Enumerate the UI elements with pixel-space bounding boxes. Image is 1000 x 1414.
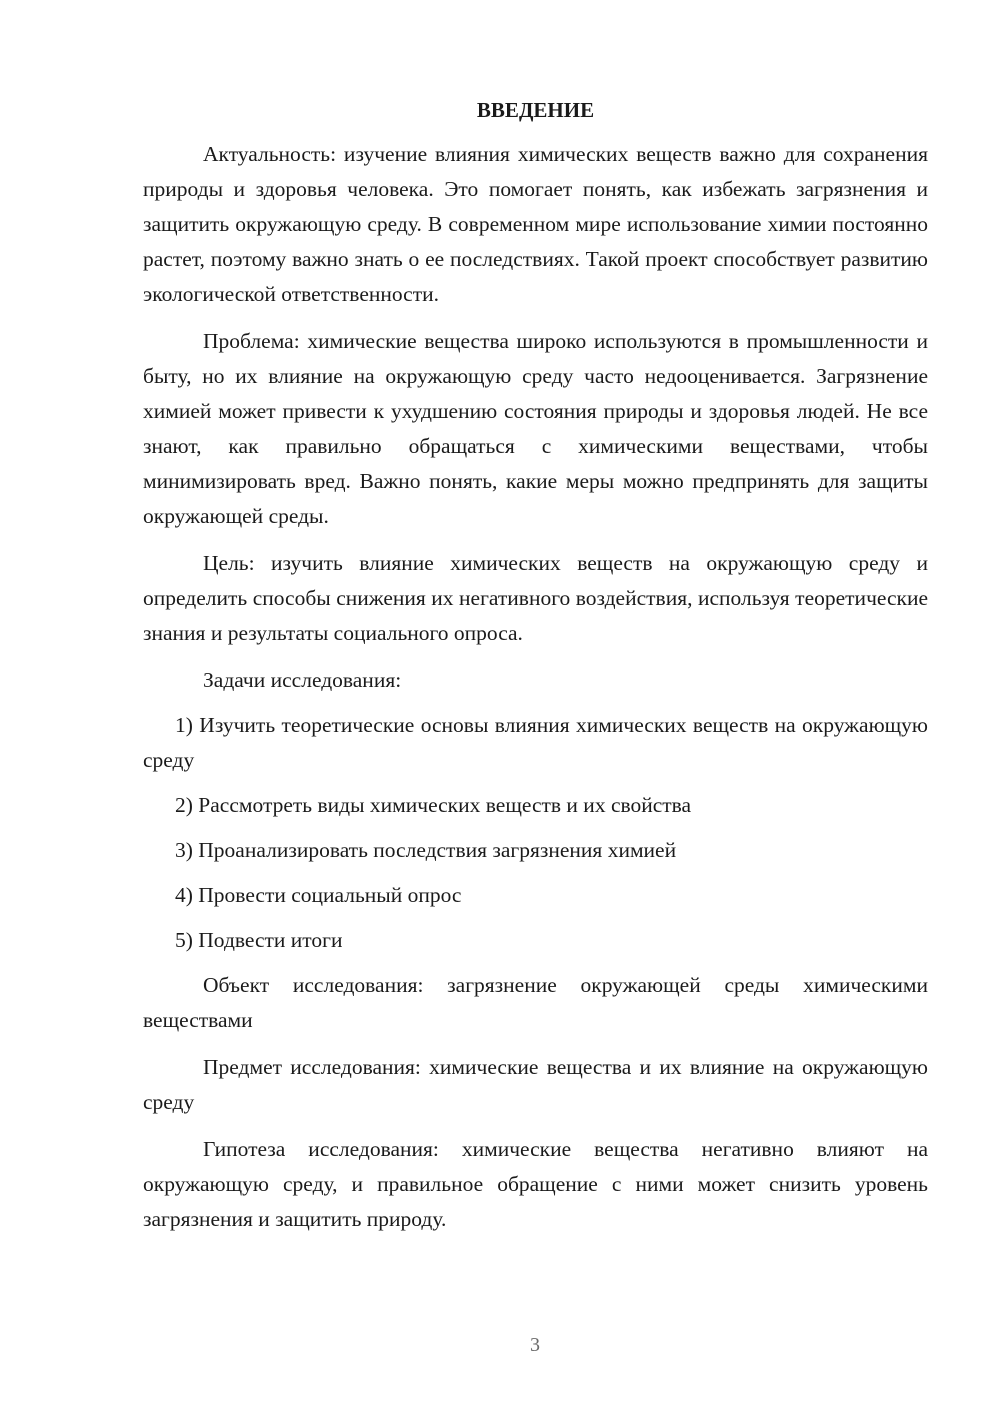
page-number: 3 (530, 1334, 540, 1356)
goal-paragraph: Цель: изучить влияние химических веществ на окружающую среду и определить способы снижения их негативного воздействия, используя теоретические знания и результаты социального опроса. (143, 551, 928, 645)
list-item: 5) Подвести итоги (175, 928, 343, 952)
list-item: 2) Рассмотреть виды химических веществ и их свойства (175, 793, 692, 817)
problem-paragraph: Проблема: химические вещества широко используются в промышленности и быту, но их влияние на окружающую среду часто недооценивается. Загрязнение химией может привести к ухудшению состояния природы и здоровья людей. Не все знают, как правильно обращаться с химическими веществами, чтобы минимизировать вред. Важно понять, какие меры можно предпринять для защиты окружающей среды. (143, 329, 928, 528)
relevance-paragraph: Актуальность: изучение влияния химических веществ важно для сохранения природы и здоровья человека. Это помогает понять, как избежать загрязнения и защитить окружающую среду. В современном мире использование химии постоянно растет, поэтому важно знать о ее последствиях. Такой проект способствует развитию экологической ответственности. (143, 142, 928, 306)
list-item: 4) Провести социальный опрос (175, 883, 462, 907)
list-item: 1) Изучить теоретические основы влияния химических веществ на окружающую среду (143, 713, 928, 772)
page-title: ВВЕДЕНИЕ (476, 98, 595, 122)
object-paragraph: Объект исследования: загрязнение окружающей среды химическими веществами (143, 973, 928, 1032)
tasks-list (143, 708, 928, 958)
subject-paragraph: Предмет исследования: химические вещества и их влияние на окружающую среду (143, 1055, 928, 1114)
document-page (143, 95, 928, 1249)
list-item: 3) Проанализировать последствия загрязнения химией (175, 838, 677, 862)
hypothesis-paragraph: Гипотеза исследования: химические вещества негативно влияют на окружающую среду, и правильное обращение с ними может снизить уровень загрязнения и защитить природу. (143, 1137, 928, 1231)
tasks-heading: Задачи исследования: (203, 668, 402, 692)
